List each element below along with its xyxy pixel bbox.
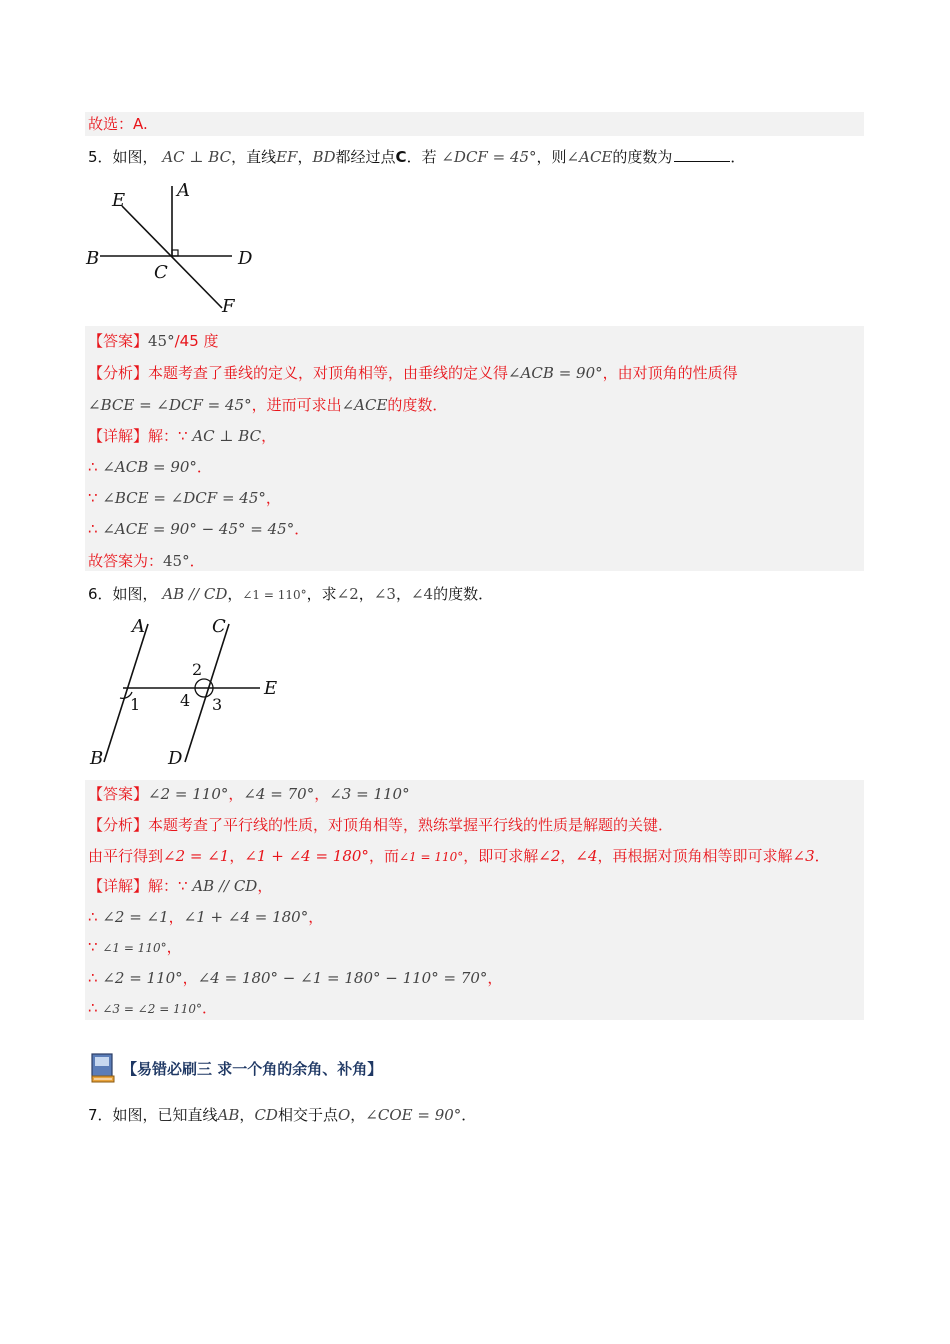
q5-answer: 【答案】45°/45 度	[88, 332, 219, 350]
svg-text:D: D	[168, 748, 183, 769]
svg-text:3: 3	[212, 695, 223, 714]
prev-answer-block	[85, 112, 864, 136]
q6-answer: 【答案】∠2 = 110°，∠4 = 70°，∠3 = 110°	[88, 785, 410, 803]
q5-detail-1: 【详解】解：∵ AC ⊥ BC，	[88, 427, 277, 445]
svg-text:A: A	[177, 180, 190, 201]
q5-detail-3: ∵ ∠BCE = ∠DCF = 45°，	[88, 489, 281, 507]
svg-text:C: C	[154, 262, 168, 283]
svg-text:4: 4	[180, 691, 191, 710]
q5-stem: 5．如图， AC ⊥ BC，直线EF，BD都经过点C．若 ∠DCF = 45°，则∠ACE的度数为 ．	[88, 143, 745, 171]
q6-detail-4: ∴ ∠2 = 110°，∠4 = 180° − ∠1 = 180° − 110° = 70°，	[88, 969, 503, 987]
q5-figure	[82, 180, 282, 320]
q6-detail-2: ∴ ∠2 = ∠1，∠1 + ∠4 = 180°，	[88, 908, 324, 926]
q5-analysis-2: ∠BCE = ∠DCF = 45°，进而可求出∠ACE的度数．	[88, 396, 448, 414]
q6-analysis-2: 由平行得到∠2 = ∠1，∠1 + ∠4 = 180°，而∠1 = 110°，即可求解∠2，∠4，再根据对顶角相等即可求解∠3．	[88, 847, 830, 865]
q6-detail-5: ∴ ∠3 = ∠2 = 110°．	[88, 999, 217, 1017]
q6-stem: 6．如图， AB // CD，∠1 = 110°，求∠2，∠3，∠4的度数．	[88, 585, 494, 603]
svg-text:D: D	[238, 248, 253, 269]
q6-analysis-1: 【分析】本题考查了平行线的性质，对顶角相等，熟练掌握平行线的性质是解题的关键．	[88, 816, 674, 834]
q6-figure	[82, 612, 302, 772]
svg-text:2: 2	[192, 660, 203, 679]
svg-text:E: E	[264, 678, 278, 699]
q6-detail-1: 【详解】解：∵ AB // CD，	[88, 877, 273, 895]
q5-analysis-1: 【分析】本题考查了垂线的定义，对顶角相等，由垂线的定义得∠ACB = 90°，由对顶角的性质得	[88, 364, 738, 382]
svg-text:F: F	[222, 296, 235, 317]
q5-detail-4: ∴ ∠ACE = 90° − 45° = 45°．	[88, 520, 310, 538]
svg-text:C: C	[212, 616, 226, 637]
svg-text:B: B	[86, 248, 100, 269]
section-title: 【易错必刷三 求一个角的余角、补角】	[122, 1060, 383, 1078]
answer-blank[interactable]	[674, 145, 730, 162]
q6-detail-3: ∵ ∠1 = 110°，	[88, 938, 182, 956]
svg-text:1: 1	[130, 695, 141, 714]
svg-text:A: A	[132, 616, 145, 637]
prev-answer: 故选：A.	[88, 115, 148, 133]
svg-text:E: E	[112, 190, 126, 211]
svg-text:B: B	[90, 748, 104, 769]
q5-conclusion: 故答案为：45°．	[88, 552, 205, 570]
book-icon	[88, 1050, 118, 1084]
q5-detail-2: ∴ ∠ACB = 90°．	[88, 458, 212, 476]
q7-stem: 7．如图，已知直线AB，CD相交于点O，∠COE = 90°．	[88, 1106, 477, 1124]
